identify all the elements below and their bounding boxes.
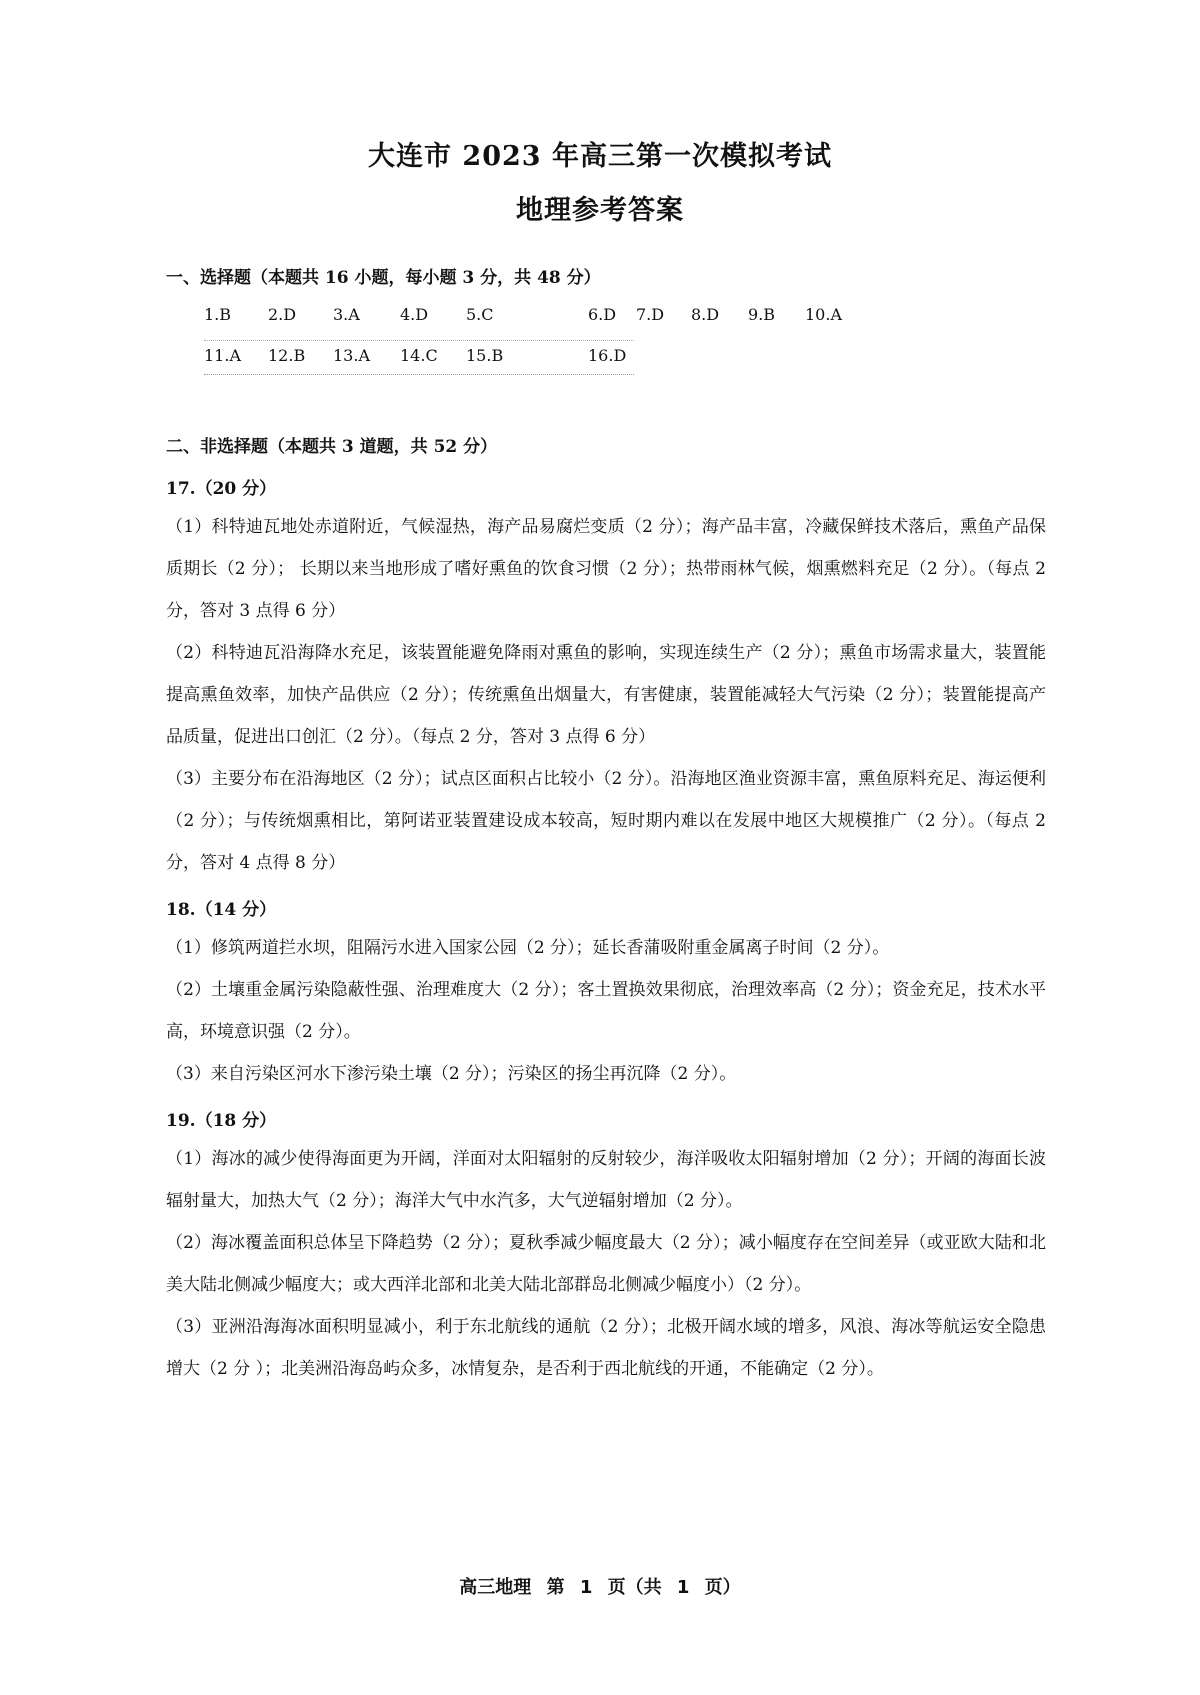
- answer-item: 5.C: [466, 305, 494, 324]
- section-open-questions-heading: 二、非选择题（本题共 3 道题，共 52 分）: [166, 437, 498, 457]
- dotted-divider: [204, 340, 634, 341]
- page-subtitle: 地理参考答案: [516, 195, 684, 226]
- answer-item: 9.B: [748, 305, 776, 324]
- question-19-heading: 19.（18 分）: [166, 1111, 277, 1131]
- question-17-answer-2: （2）科特迪瓦沿海降水充足，该装置能避免降雨对熏鱼的影响，实现连续生产（2 分）；熏鱼市场需求量大，装置能提高熏鱼效率，加快产品供应（2 分）；传统熏鱼出烟量大，有害健康，装置能减轻大气污染（2 分）；装置能提高产品质量，促进出口创汇（2 分）。（每点 2 分，答对 3 点得 6 分）: [166, 643, 1046, 747]
- page-title: 大连市 2023 年高三第一次模拟考试: [368, 141, 832, 172]
- answer-item: 3.A: [333, 305, 360, 324]
- answer-item: 15.B: [466, 346, 504, 365]
- question-19-answer-1: （1）海冰的减少使得海面更为开阔，洋面对太阳辐射的反射较少，海洋吸收太阳辐射增加（2 分）；开阔的海面长波辐射量大，加热大气（2 分）；海洋大气中水汽多，大气逆辐射增加（2 分）。: [166, 1149, 1046, 1211]
- question-19-answer-2: （2）海冰覆盖面积总体呈下降趋势（2 分）；夏秋季减少幅度最大（2 分）；减小幅度存在空间差异（或亚欧大陆和北美大陆北侧减少幅度大；或大西洋北部和北美大陆北部群岛北侧减少幅度小）（2 分）。: [166, 1233, 1046, 1295]
- question-18-answer-2: （2）土壤重金属污染隐蔽性强、治理难度大（2 分）；客土置换效果彻底，治理效率高（2 分）；资金充足，技术水平高，环境意识强（2 分）。: [166, 980, 1046, 1042]
- answer-item: 12.B: [268, 346, 306, 365]
- answer-item: 2.D: [268, 305, 297, 324]
- answers-row-2: [204, 346, 634, 375]
- answer-item: 10.A: [805, 305, 842, 324]
- page-footer: 高三地理 第 1 页（共 1 页）: [459, 1577, 741, 1598]
- answer-item: 14.C: [400, 346, 438, 365]
- question-17-answer-3: （3）主要分布在沿海地区（2 分）；试点区面积占比较小（2 分）。沿海地区渔业资源丰富，熏鱼原料充足、海运便利（2 分）；与传统烟熏相比，第阿诺亚装置建设成本较高，短时期内难以在发展中地区大规模推广（2 分）。（每点 2 分，答对 4 点得 8 分）: [166, 769, 1046, 873]
- question-18-answer-1: （1）修筑两道拦水坝，阻隔污水进入国家公园（2 分）；延长香蒲吸附重金属离子时间（2 分）。: [166, 938, 890, 958]
- answer-item: 1.B: [204, 305, 232, 324]
- question-17-heading: 17.（20 分）: [166, 479, 277, 499]
- question-17-answer-1: （1）科特迪瓦地处赤道附近，气候湿热，海产品易腐烂变质（2 分）；海产品丰富，冷藏保鲜技术落后，熏鱼产品保质期长（2 分）； 长期以来当地形成了嗜好熏鱼的饮食习惯（2 分）；热带雨林气候，烟熏燃料充足（2 分）。（每点 2 分，答对 3 点得 6 分）: [166, 517, 1046, 621]
- answers-row-1: [204, 305, 842, 329]
- section-multiple-choice-heading: 一、选择题（本题共 16 小题，每小题 3 分，共 48 分）: [166, 268, 601, 288]
- answer-item: 7.D: [636, 305, 665, 324]
- question-19-answer-3: （3）亚洲沿海海冰面积明显减小，利于东北航线的通航（2 分）；北极开阔水域的增多，风浪、海冰等航运安全隐患增大（2 分 ）；北美洲沿海岛屿众多，冰情复杂，是否利于西北航线的开通，不能确定（2 分）。: [166, 1317, 1046, 1379]
- answer-item: 16.D: [588, 346, 627, 365]
- answer-item: 11.A: [204, 346, 241, 365]
- answer-item: 4.D: [400, 305, 429, 324]
- answer-item: 13.A: [333, 346, 370, 365]
- question-18-heading: 18.（14 分）: [166, 900, 277, 920]
- answer-item: 6.D: [588, 305, 617, 324]
- answer-item: 8.D: [691, 305, 720, 324]
- question-18-answer-3: （3）来自污染区河水下渗污染土壤（2 分）；污染区的扬尘再沉降（2 分）。: [166, 1064, 737, 1084]
